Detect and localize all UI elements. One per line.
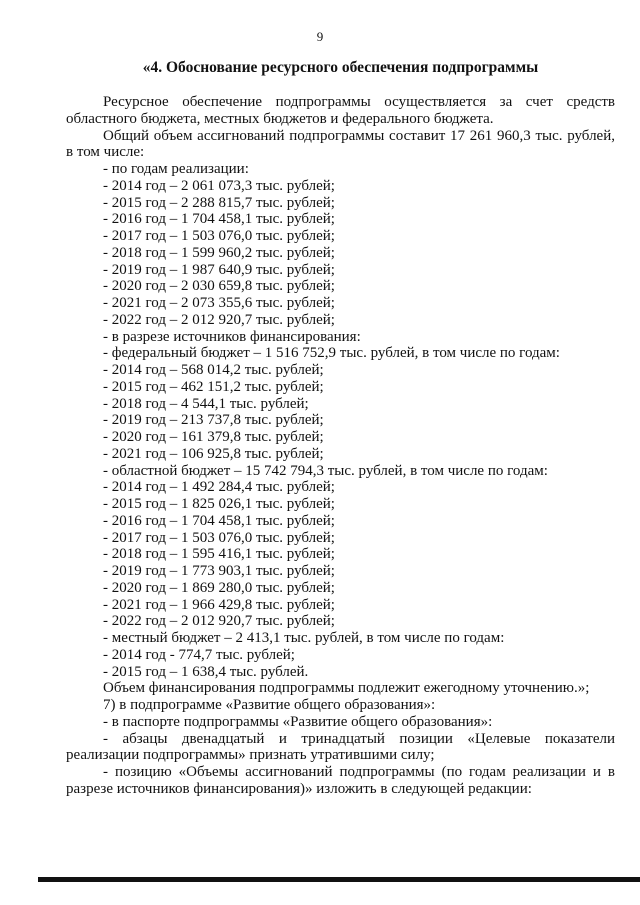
local-years-list: [66, 647, 615, 681]
year-line: - 2014 год – 568 014,2 тыс. рублей;: [103, 362, 324, 378]
year-line: - 2016 год – 1 704 458,1 тыс. рублей;: [103, 512, 335, 529]
year-line: - 2021 год – 1 966 429,8 тыс. рублей;: [103, 596, 335, 613]
abzacy-paragraph: - абзацы двенадцатый и тринадцатый позиции «Целевые показатели реализации подпрограммы» признать утратившими силу;: [66, 730, 615, 764]
by-years-list: [66, 178, 615, 329]
year-line: - 2014 год – 2 061 073,3 тыс. рублей;: [103, 177, 335, 194]
intro-paragraph: Ресурсное обеспечение подпрограммы осуществляется за счет средств областного бюджета, местных бюджетов и федерального бюджета.: [66, 94, 615, 127]
year-line: - 2015 год – 2 288 815,7 тыс. рублей;: [103, 194, 335, 211]
year-line: - 2019 год – 1 773 903,1 тыс. рублей;: [103, 563, 335, 579]
closing-paragraph: Объем финансирования подпрограммы подлежит ежегодному уточнению.»;: [103, 680, 590, 697]
year-line: - 2018 год – 1 599 960,2 тыс. рублей;: [103, 244, 335, 261]
year-line: - 2017 год – 1 503 076,0 тыс. рублей;: [103, 529, 335, 546]
page-number: 9: [316, 29, 324, 44]
item-7: 7) в подпрограмме «Развитие общего образования»:: [103, 697, 436, 713]
year-line: - 2014 год - 774,7 тыс. рублей;: [103, 646, 295, 663]
year-line: - 2019 год – 1 987 640,9 тыс. рублей;: [103, 261, 335, 278]
federal-label: - федеральный бюджет – 1 516 752,9 тыс. рублей, в том числе по годам:: [103, 345, 560, 362]
year-line: - 2020 год – 2 030 659,8 тыс. рублей;: [103, 278, 335, 295]
total-paragraph: Общий объем ассигнований подпрограммы составит 17 261 960,3 тыс. рублей, в том числе:: [66, 127, 615, 161]
poziciyu-paragraph: - позицию «Объемы ассигнований подпрограммы (по годам реализации и в разрезе источников финансирования)» изложить в следующей редакции:: [66, 764, 615, 797]
year-line: - 2018 год – 1 595 416,1 тыс. рублей;: [103, 546, 335, 563]
federal-years-list: [66, 362, 615, 463]
year-line: - 2014 год – 1 492 284,4 тыс. рублей;: [103, 479, 335, 496]
year-line: - 2018 год – 4 544,1 тыс. рублей;: [103, 395, 309, 412]
bottom-rule: [38, 877, 640, 882]
sources-label: - в разрезе источников финансирования:: [103, 328, 361, 345]
by-years-label: - по годам реализации:: [103, 161, 249, 177]
regional-years-list: [66, 479, 615, 630]
year-line: - 2015 год – 1 638,4 тыс. рублей.: [103, 663, 309, 680]
year-line: - 2022 год – 2 012 920,7 тыс. рублей;: [103, 613, 335, 630]
regional-label: - областной бюджет – 15 742 794,3 тыс. рублей, в том числе по годам:: [103, 462, 548, 479]
year-line: - 2020 год – 161 379,8 тыс. рублей;: [103, 429, 324, 445]
year-line: - 2021 год – 106 925,8 тыс. рублей;: [103, 445, 324, 462]
year-line: - 2019 год – 213 737,8 тыс. рублей;: [103, 412, 324, 429]
document-body: [66, 94, 615, 798]
local-label: - местный бюджет – 2 413,1 тыс. рублей, в том числе по годам:: [103, 630, 505, 646]
year-line: - 2017 год – 1 503 076,0 тыс. рублей;: [103, 228, 335, 244]
year-line: - 2015 год – 462 151,2 тыс. рублей;: [103, 378, 324, 395]
year-line: - 2022 год – 2 012 920,7 тыс. рублей;: [103, 311, 335, 328]
year-line: - 2016 год – 1 704 458,1 тыс. рублей;: [103, 211, 335, 228]
year-line: - 2020 год – 1 869 280,0 тыс. рублей;: [103, 579, 335, 596]
section-heading: «4. Обоснование ресурсного обеспечения подпрограммы: [142, 59, 539, 76]
year-line: - 2021 год – 2 073 355,6 тыс. рублей;: [103, 295, 335, 311]
passport-paragraph: - в паспорте подпрограммы «Развитие общего образования»:: [103, 713, 493, 730]
year-line: - 2015 год – 1 825 026,1 тыс. рублей;: [103, 496, 335, 512]
